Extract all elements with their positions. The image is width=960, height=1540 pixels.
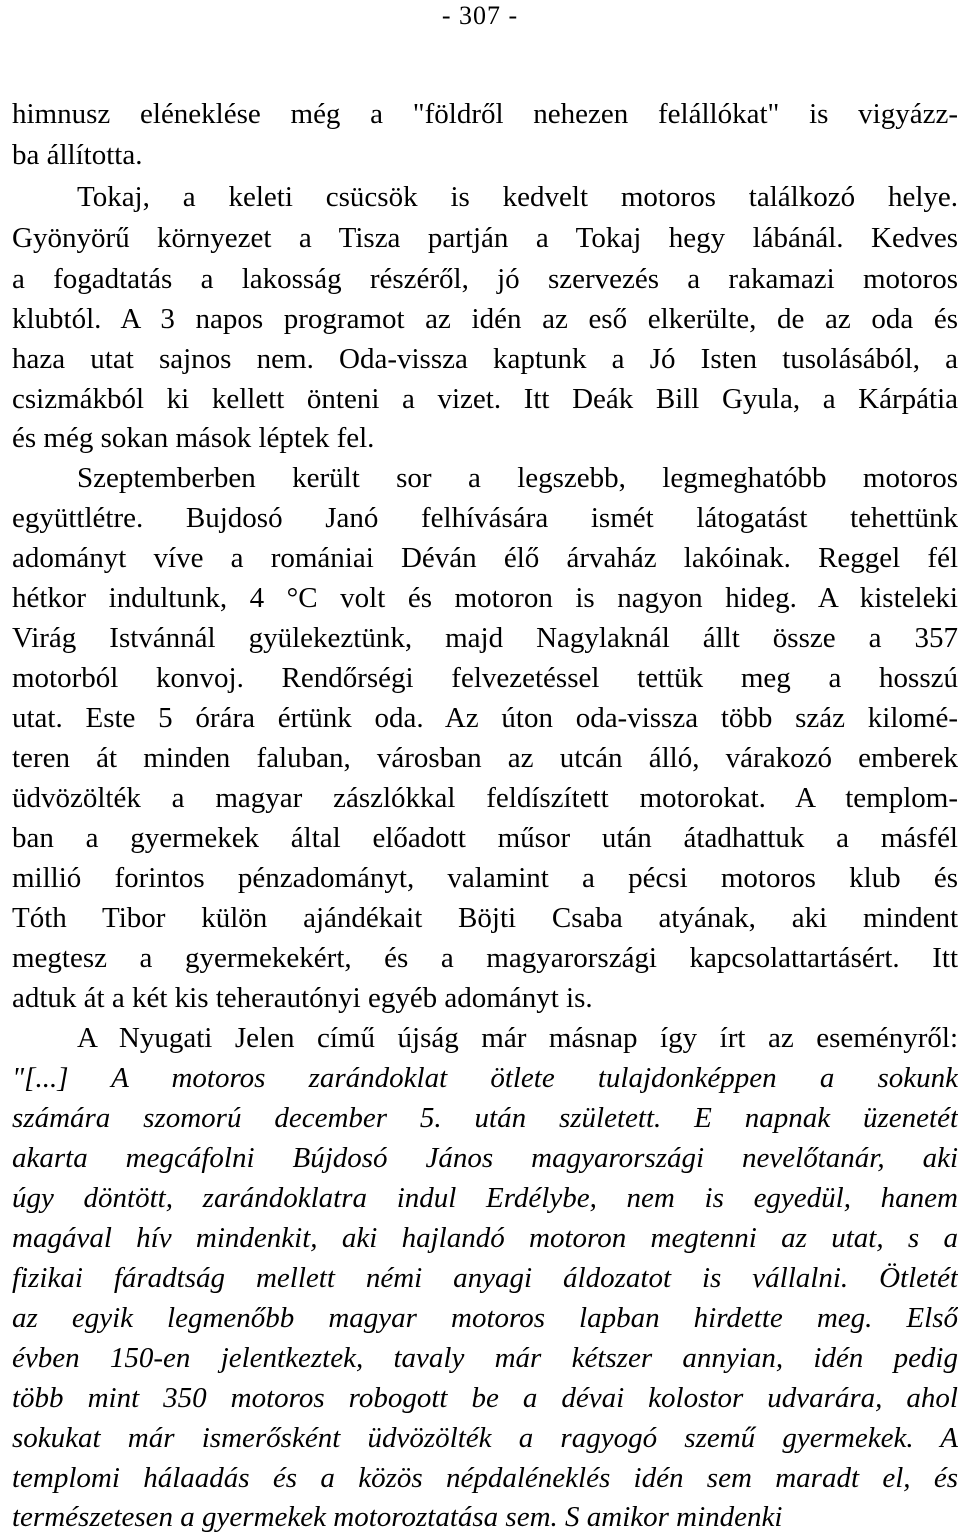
- text-line: Virág Istvánnál gyülekeztünk, majd Nagylaknál állt össze a 357: [12, 622, 958, 654]
- quote-line: úgy döntött, zarándoklatra indul Erdélybe, nem is egyedül, hanem: [12, 1182, 958, 1214]
- text-line: Tokaj, a keleti csücsök is kedvelt motoros találkozó helye.: [77, 181, 958, 213]
- page-number: - 307 -: [441, 1, 519, 30]
- text-line: A Nyugati Jelen című újság már másnap így írt az eseményről:: [77, 1022, 958, 1054]
- text-line: haza utat sajnos nem. Oda-vissza kaptunk a Jó Isten tusolásából, a: [12, 343, 958, 375]
- text-line: klubtól. A 3 napos programot az idén az eső elkerülte, de az oda és: [12, 303, 958, 335]
- text-line: motorból konvoj. Rendőrségi felvezetéssel tettük meg a hosszú: [12, 662, 958, 694]
- quote-line: fizikai fáradtság mellett némi anyagi áldozatot is vállalni. Ötletét: [12, 1262, 958, 1294]
- text-line: millió forintos pénzadományt, valamint a pécsi motoros klub és: [12, 862, 958, 894]
- text-line: adtuk át a két kis teherautónyi egyéb adományt is.: [12, 982, 593, 1014]
- quote-line: több mint 350 motoros robogott be a dévai kolostor udvarára, ahol: [12, 1382, 958, 1414]
- text-line: együttlétre. Bujdosó Janó felhívására ismét látogatást tehettünk: [12, 502, 958, 534]
- text-line: hétkor indultunk, 4 °C volt és motoron is nagyon hideg. A kisteleki: [12, 582, 958, 614]
- text-line: himnusz eléneklése még a "földről nehezen felállókat" is vigyázz-: [12, 98, 958, 130]
- text-line: ba állította.: [12, 139, 143, 171]
- text-line: Szeptemberben került sor a legszebb, legmeghatóbb motoros: [77, 462, 958, 494]
- text-line: utat. Este 5 órára értünk oda. Az úton oda-vissza több száz kilomé-: [12, 702, 958, 734]
- quote-line: az egyik legmenőbb magyar motoros lapban hirdette meg. Első: [12, 1302, 958, 1334]
- text-line: üdvözölték a magyar zászlókkal feldíszített motorokat. A templom-: [12, 782, 958, 814]
- text-line: megtesz a gyermekekért, és a magyarországi kapcsolattartásért. Itt: [12, 942, 958, 974]
- quote-line: magával hív mindenkit, aki hajlandó motoron megtenni az utat, s a: [12, 1222, 958, 1254]
- quote-line: akarta megcáfolni Bújdosó János magyarországi nevelőtanár, aki: [12, 1142, 958, 1174]
- quote-line: templomi hálaadás és a közös népdaléneklés idén sem maradt el, és: [12, 1462, 958, 1494]
- text-line: ban a gyermekek által előadott műsor után átadhattuk a másfél: [12, 822, 958, 854]
- quote-line: természetesen a gyermekek motoroztatása sem. S amikor mindenki: [12, 1501, 783, 1533]
- text-line: és még sokan mások léptek fel.: [12, 422, 375, 454]
- text-line: csizmákból ki kellett önteni a vizet. Itt Deák Bill Gyula, a Kárpátia: [12, 383, 958, 415]
- quote-line: évben 150-en jelentkeztek, tavaly már kétszer annyian, idén pedig: [12, 1342, 958, 1374]
- text-line: adományt víve a romániai Déván élő árvaház lakóinak. Reggel fél: [12, 542, 958, 574]
- text-line: teren át minden faluban, városban az utcán álló, várakozó emberek: [12, 742, 958, 774]
- quote-line: számára szomorú december 5. után született. E napnak üzenetét: [12, 1102, 958, 1134]
- quote-line: sokukat már ismerősként üdvözölték a ragyogó szemű gyermekek. A: [12, 1422, 958, 1454]
- text-line: Gyönyörű környezet a Tisza partján a Tokaj hegy lábánál. Kedves: [12, 222, 958, 254]
- text-line: Tóth Tibor külön ajándékait Böjti Csaba atyának, aki mindent: [12, 902, 958, 934]
- quote-line: "[...] A motoros zarándoklat ötlete tulajdonképpen a sokunk: [12, 1062, 958, 1094]
- text-line: a fogadtatás a lakosság részéről, jó szervezés a rakamazi motoros: [12, 263, 958, 295]
